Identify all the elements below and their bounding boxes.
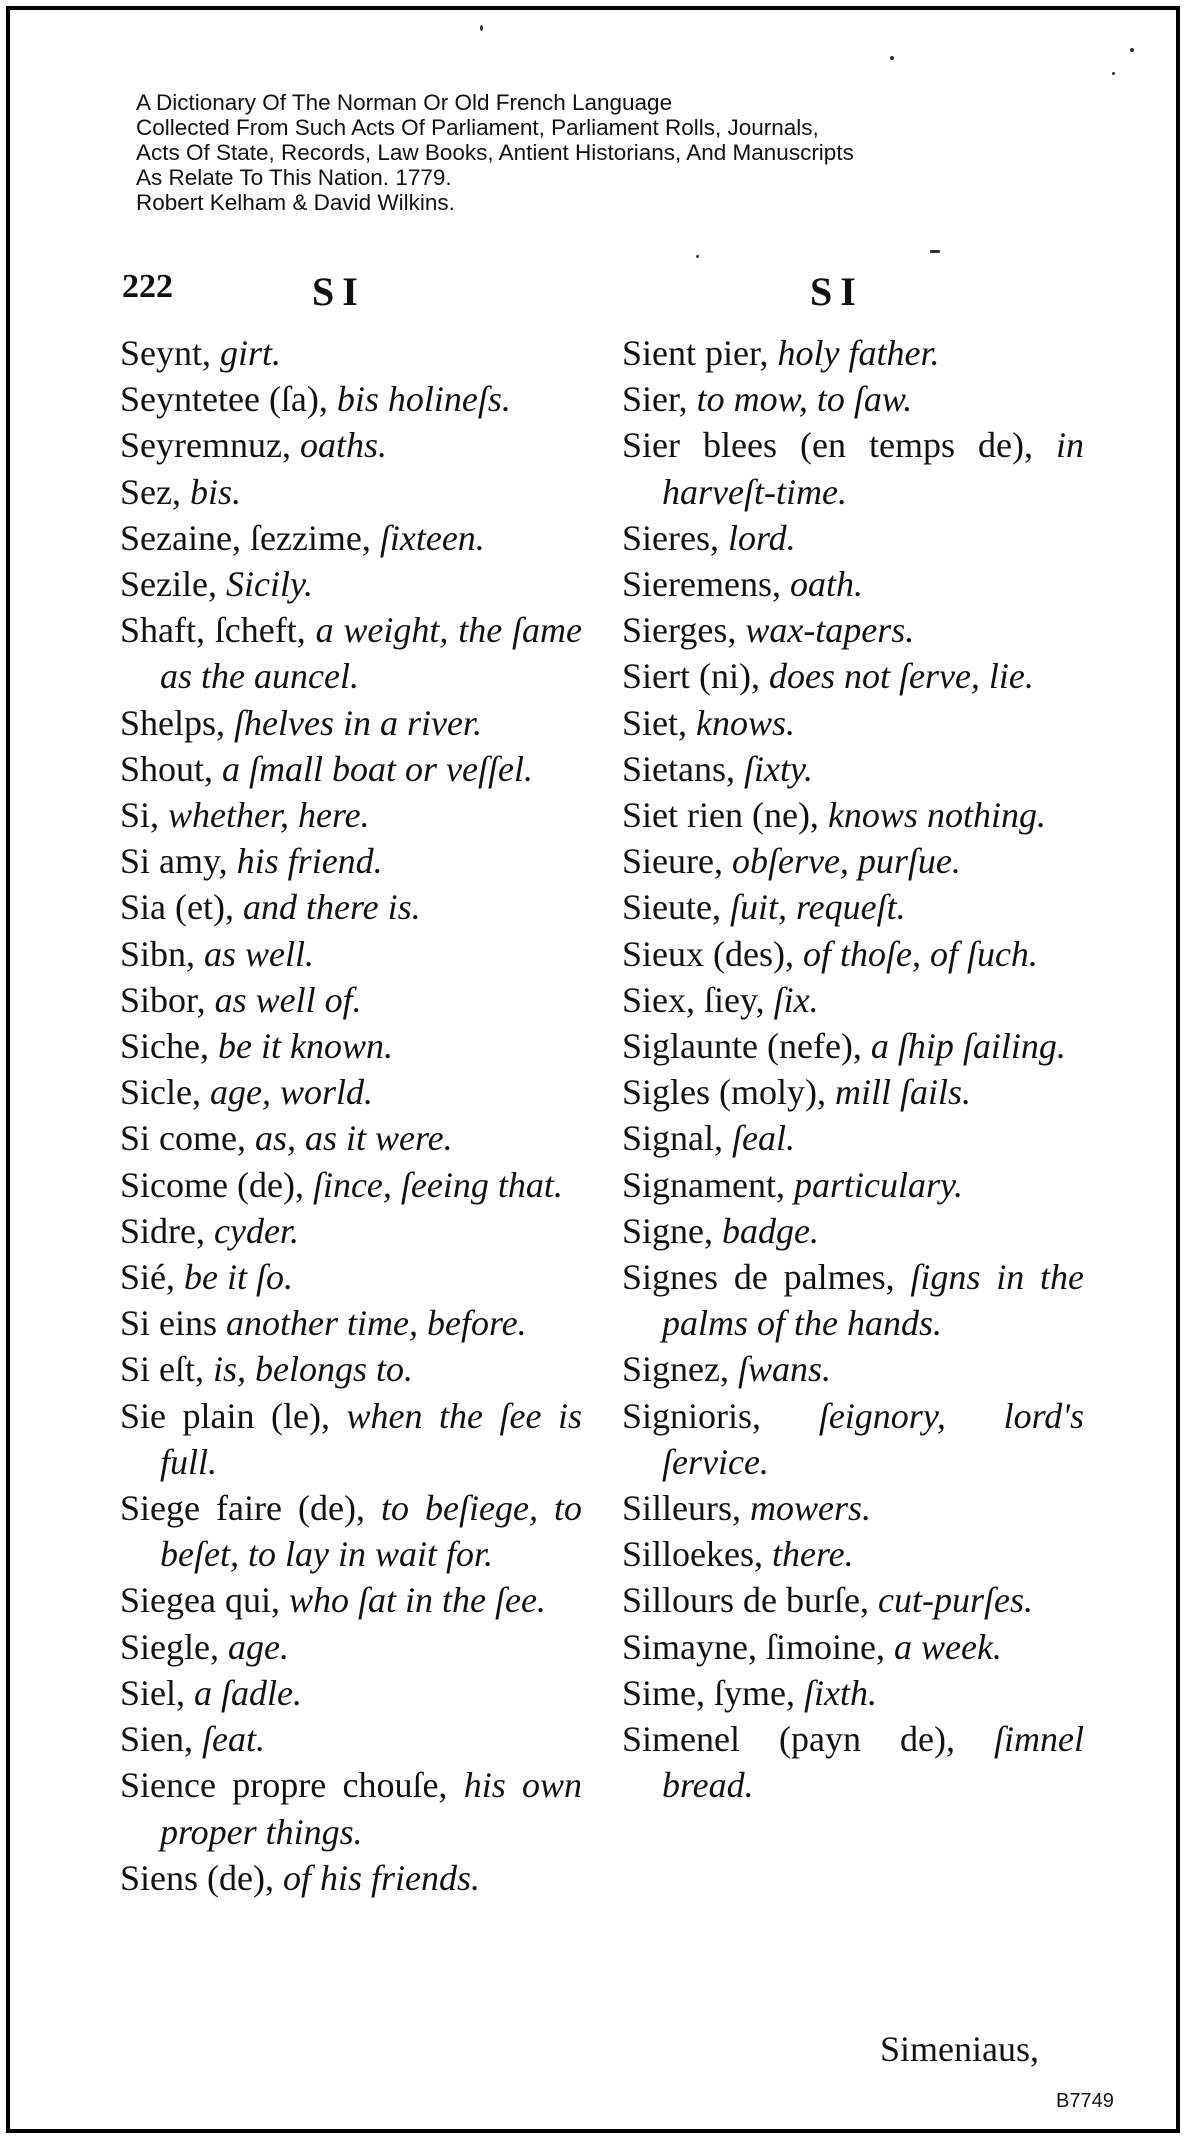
page-number: 222 — [122, 268, 173, 305]
entry-gloss: a week. — [893, 1626, 1002, 1667]
entry-gloss: cyder. — [214, 1210, 299, 1251]
entry-gloss: particulary. — [793, 1164, 963, 1205]
dictionary-entry — [622, 792, 1084, 838]
dictionary-entry — [120, 1300, 582, 1346]
entry-headword: Signes de palmes, — [622, 1257, 911, 1298]
entry-headword: Sibor, — [120, 979, 215, 1020]
entry-gloss: bis. — [189, 471, 241, 512]
entry-gloss: and there is. — [242, 887, 421, 928]
entry-headword: Simayne, ſimoine, — [622, 1626, 894, 1667]
dictionary-entry — [622, 1577, 1084, 1623]
running-head-right: SI — [810, 269, 864, 314]
entry-gloss: a ſmall boat or veſſel. — [222, 748, 533, 789]
entry-headword: Seynt, — [120, 333, 221, 373]
entry-headword: Signe, — [622, 1210, 723, 1251]
entry-headword: Sieremens, — [622, 564, 790, 605]
dictionary-entry — [120, 515, 582, 561]
entry-headword: Sier, — [622, 379, 697, 420]
entry-headword: Silloekes, — [622, 1534, 772, 1575]
entry-gloss: mill ſails. — [835, 1072, 972, 1113]
entry-headword: Seyntetee (ſa), — [120, 379, 337, 420]
entry-gloss: as well of. — [214, 979, 362, 1020]
entry-gloss: as, as it were. — [254, 1118, 453, 1159]
entry-headword: Si amy, — [120, 841, 237, 882]
citation-line: A Dictionary Of The Norman Or Old French Language — [136, 90, 673, 115]
entry-gloss: ſuit, requeſt. — [729, 887, 906, 928]
entry-gloss: obſerve, purſue. — [731, 841, 961, 882]
entry-gloss: when the ſee is full. — [160, 1395, 582, 1482]
entry-headword: Sia (et), — [120, 887, 243, 928]
entry-gloss: does not ſerve, lie. — [768, 656, 1034, 697]
dictionary-entry — [622, 1115, 1084, 1161]
entry-gloss: age, world. — [209, 1072, 373, 1113]
entry-gloss: ſimnel bread. — [662, 1719, 1084, 1806]
entry-gloss: be it known. — [217, 1026, 393, 1067]
entry-gloss: ſince, ſeeing that. — [312, 1164, 563, 1205]
entry-gloss: ſigns in the palms of the hands. — [662, 1257, 1084, 1344]
dictionary-entry — [120, 884, 582, 930]
entry-headword: Siex, ſiey, — [622, 979, 774, 1020]
entry-gloss: of thoſe, of ſuch. — [802, 933, 1038, 974]
entry-headword: Sicle, — [120, 1072, 210, 1113]
dictionary-entry — [622, 1069, 1084, 1115]
dictionary-entry — [622, 515, 1084, 561]
entry-headword: Signal, — [622, 1118, 733, 1159]
dictionary-entry — [120, 1208, 582, 1254]
entry-headword: Siege faire (de), — [120, 1488, 381, 1529]
dictionary-entry — [120, 1346, 582, 1392]
scan-speck — [696, 255, 699, 258]
entry-gloss: is, belongs to. — [213, 1349, 414, 1390]
entry-headword: Sillours de burſe, — [622, 1580, 878, 1621]
entry-headword: Signioris, — [622, 1395, 819, 1436]
dictionary-entry — [120, 376, 582, 422]
entry-gloss: of his friends. — [282, 1857, 480, 1898]
dictionary-entry — [622, 1485, 1084, 1531]
entry-gloss: who ſat in the ſee. — [288, 1580, 546, 1621]
dictionary-entry — [120, 1577, 582, 1623]
dictionary-entry — [622, 746, 1084, 792]
entry-headword: Sier blees (en temps de), — [622, 425, 1056, 466]
dictionary-entry — [120, 1624, 582, 1670]
entry-headword: Sié, — [120, 1257, 185, 1298]
entry-headword: Si, — [120, 795, 169, 836]
entry-headword: Siegea qui, — [120, 1580, 289, 1621]
entry-headword: Shout, — [120, 748, 223, 789]
citation-line: Robert Kelham & David Wilkins. — [136, 190, 455, 215]
entry-headword: Siche, — [120, 1026, 218, 1067]
entry-headword: Sie plain (le), — [120, 1395, 347, 1436]
entry-gloss: oaths. — [299, 425, 387, 466]
dictionary-entry — [120, 330, 582, 376]
entry-gloss: ſixteen. — [379, 517, 485, 558]
entry-headword: Sezile, — [120, 564, 226, 605]
entry-gloss: to beſiege, to beſet, to lay in wait for. — [160, 1488, 582, 1575]
entry-gloss: oath. — [789, 564, 863, 605]
dictionary-entry — [120, 1716, 582, 1762]
dictionary-entry — [120, 792, 582, 838]
dictionary-entry — [622, 1346, 1084, 1392]
entry-gloss: holy father. — [777, 333, 940, 373]
citation-line: As Relate To This Nation. 1779. — [136, 165, 452, 190]
entry-headword: Sez, — [120, 471, 190, 512]
entry-gloss: girt. — [220, 333, 282, 373]
left-column — [120, 330, 582, 1901]
entry-headword: Signez, — [622, 1349, 738, 1390]
source-citation — [136, 90, 1036, 215]
entry-headword: Sieure, — [622, 841, 732, 882]
dictionary-entry — [622, 653, 1084, 699]
citation-line: Acts Of State, Records, Law Books, Antient Historians, And Manuscripts — [136, 140, 854, 165]
dictionary-entry — [622, 1162, 1084, 1208]
entry-headword: Signament, — [622, 1164, 794, 1205]
entry-gloss: knows. — [696, 702, 796, 743]
dictionary-entry — [622, 700, 1084, 746]
entry-gloss: a ſhip ſailing. — [870, 1026, 1066, 1067]
entry-headword: Siet, — [622, 702, 697, 743]
entry-gloss: a ſadle. — [194, 1672, 302, 1713]
scan-speck — [1112, 72, 1115, 75]
dictionary-entry — [120, 561, 582, 607]
entry-gloss: ſix. — [773, 979, 819, 1020]
dictionary-entry — [120, 1069, 582, 1115]
dictionary-entry — [622, 1393, 1084, 1485]
entry-gloss: lord. — [727, 517, 796, 558]
dictionary-entry — [622, 1023, 1084, 1069]
dictionary-entry — [622, 1624, 1084, 1670]
entry-gloss: his own proper things. — [160, 1765, 582, 1852]
scan-speck — [480, 25, 483, 31]
dictionary-entry — [622, 422, 1084, 514]
entry-gloss: a weight, the ſame as the auncel. — [160, 610, 582, 697]
entry-headword: Sierges, — [622, 610, 746, 651]
entry-headword: Sicome (de), — [120, 1164, 313, 1205]
dictionary-entry — [622, 838, 1084, 884]
entry-gloss: cut-purſes. — [877, 1580, 1033, 1621]
entry-gloss: bis holineſs. — [336, 379, 511, 420]
entry-gloss: be it ſo. — [184, 1257, 293, 1298]
dictionary-entry — [120, 1762, 582, 1854]
entry-gloss: his friend. — [236, 841, 383, 882]
dictionary-entry — [120, 931, 582, 977]
dictionary-entry — [622, 376, 1084, 422]
dictionary-entry — [120, 1023, 582, 1069]
entry-headword: Siert (ni), — [622, 656, 769, 697]
entry-headword: Sieux (des), — [622, 933, 803, 974]
catchword: Simeniaus, — [880, 2029, 1039, 2069]
entry-headword: Sien, — [120, 1719, 203, 1760]
entry-headword: Sient pier, — [622, 333, 778, 373]
dictionary-entry — [120, 1670, 582, 1716]
entry-headword: Sidre, — [120, 1210, 214, 1251]
right-column — [622, 330, 1084, 1809]
entry-gloss: ſeat. — [202, 1719, 265, 1760]
scan-speck — [930, 250, 940, 253]
dictionary-entry — [120, 977, 582, 1023]
entry-headword: Sietans, — [622, 748, 744, 789]
running-head-left: SI — [312, 269, 366, 314]
dictionary-entry — [120, 700, 582, 746]
dictionary-entry — [120, 1254, 582, 1300]
entry-headword: Si eſt, — [120, 1349, 214, 1390]
dictionary-entry — [120, 1485, 582, 1577]
entry-gloss: ſixth. — [804, 1672, 877, 1713]
scan-speck — [890, 56, 894, 60]
entry-gloss: as well. — [204, 933, 315, 974]
entry-headword: Siet rien (ne), — [622, 795, 828, 836]
entry-headword: Si come, — [120, 1118, 255, 1159]
entry-headword: Siegle, — [120, 1626, 228, 1667]
dictionary-entry — [120, 1855, 582, 1901]
entry-headword: Shaft, ſcheft, — [120, 610, 316, 651]
dictionary-entry — [622, 884, 1084, 930]
dictionary-entry — [120, 422, 582, 468]
entry-headword: Siens (de), — [120, 1857, 283, 1898]
citation-line: Collected From Such Acts Of Parliament, Parliament Rolls, Journals, — [136, 115, 819, 140]
entry-gloss: there. — [772, 1534, 854, 1575]
dictionary-entry — [622, 1670, 1084, 1716]
entry-gloss: in harveſt-time. — [662, 425, 1084, 512]
catalog-id: B7749 — [1056, 2090, 1114, 2112]
dictionary-entry — [120, 838, 582, 884]
entry-headword: Shelps, — [120, 702, 235, 743]
scan-speck — [1130, 48, 1134, 52]
entry-headword: Sieute, — [622, 887, 730, 928]
entry-gloss: to mow, to ſaw. — [696, 379, 913, 420]
entry-headword: Silleurs, — [622, 1488, 751, 1529]
entry-gloss: wax-tapers. — [745, 610, 915, 651]
dictionary-entry — [622, 1254, 1084, 1346]
entry-gloss: badge. — [722, 1210, 819, 1251]
dictionary-entry — [622, 931, 1084, 977]
entry-headword: Sibn, — [120, 933, 205, 974]
dictionary-entry — [120, 469, 582, 515]
dictionary-entry — [120, 607, 582, 699]
entry-headword: Sezaine, ſezzime, — [120, 517, 380, 558]
dictionary-entry — [622, 1716, 1084, 1808]
dictionary-entry — [622, 1208, 1084, 1254]
entry-gloss: age. — [227, 1626, 289, 1667]
dictionary-entry — [622, 561, 1084, 607]
entry-headword: Siel, — [120, 1672, 195, 1713]
entry-gloss: ſeal. — [732, 1118, 795, 1159]
entry-gloss: knows nothing. — [827, 795, 1046, 836]
entry-gloss: ſixty. — [744, 748, 813, 789]
dictionary-entry — [622, 977, 1084, 1023]
dictionary-entry — [120, 1115, 582, 1161]
dictionary-entry — [120, 746, 582, 792]
entry-headword: Sience propre chouſe, — [120, 1765, 464, 1806]
entry-gloss: ſwans. — [737, 1349, 832, 1390]
entry-gloss: ſeignory, lord's ſervice. — [662, 1395, 1084, 1482]
entry-gloss: ſhelves in a river. — [234, 702, 482, 743]
dictionary-entry — [622, 607, 1084, 653]
dictionary-entry — [622, 1531, 1084, 1577]
dictionary-entry — [120, 1393, 582, 1485]
entry-headword: Simenel (payn de), — [622, 1719, 995, 1760]
entry-gloss: another time, before. — [226, 1303, 527, 1344]
entry-headword: Sieres, — [622, 517, 728, 558]
dictionary-entry — [622, 330, 1084, 376]
entry-headword: Siglaunte (nefe), — [622, 1026, 871, 1067]
entry-headword: Sime, ſyme, — [622, 1672, 804, 1713]
entry-headword: Seyremnuz, — [120, 425, 300, 466]
entry-gloss: mowers. — [750, 1488, 872, 1529]
entry-headword: Sigles (moly), — [622, 1072, 835, 1113]
entry-headword: Si eins — [120, 1303, 227, 1344]
entry-gloss: Sicily. — [225, 564, 313, 605]
dictionary-entry — [120, 1162, 582, 1208]
entry-gloss: whether, here. — [168, 795, 370, 836]
